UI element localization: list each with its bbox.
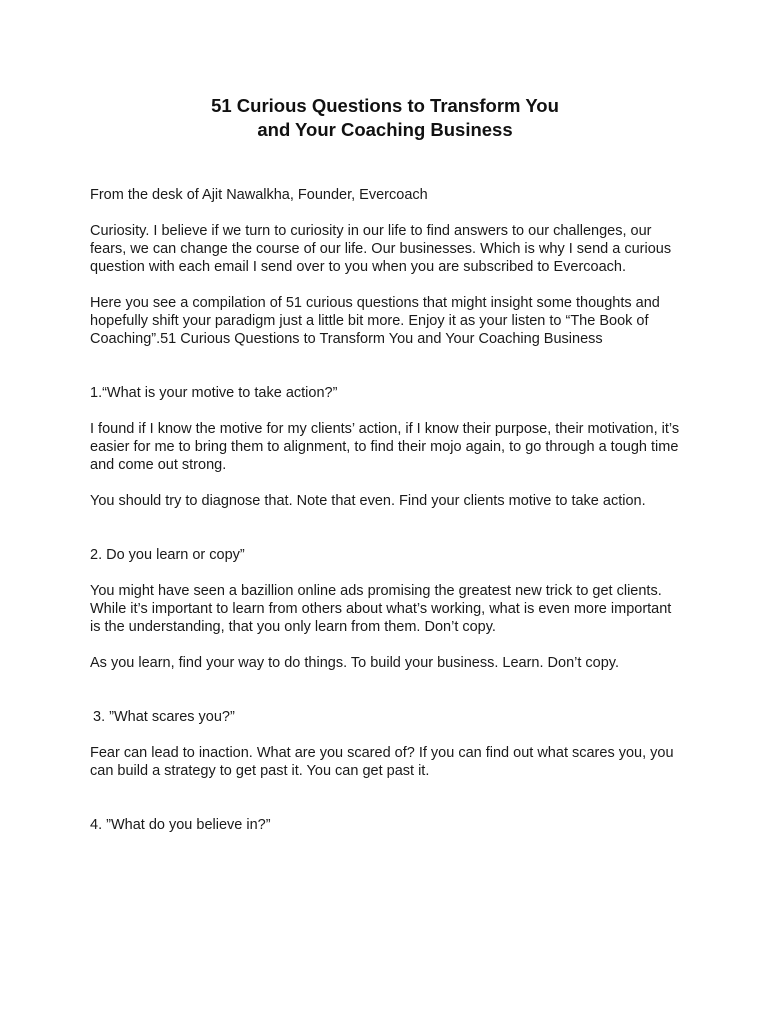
document-page — [90, 94, 680, 834]
title-line-1: 51 Curious Questions to Transform You — [211, 95, 559, 116]
question-1-heading: 1.“What is your motive to take action?” — [90, 385, 338, 401]
intro-paragraph-2: Here you see a compilation of 51 curious questions that might insight some thoughts and hopefully shift your paradigm just a little bit more. Enjoy it as your listen to “The Book of Coaching”.51 Curious Questions to Transform You and Your Coaching Business — [90, 295, 660, 347]
question-3-paragraph-1: Fear can lead to inaction. What are you scared of? If you can find out what scares you, you can build a strategy to get past it. You can get past it. — [90, 745, 674, 779]
question-2-paragraph-1: You might have seen a bazillion online ads promising the greatest new trick to get clients. While it’s important to learn from others about what’s working, what is even more important is the understanding, that you only learn from them. Don’t copy. — [90, 583, 672, 635]
question-3-heading: 3. ”What scares you?” — [93, 709, 235, 725]
intro-paragraph-1: Curiosity. I believe if we turn to curiosity in our life to find answers to our challenges, our fears, we can change the course of our life. Our businesses. Which is why I send a curious question with each email I send over to you when you are subscribed to Evercoach. — [90, 223, 672, 275]
question-1-paragraph-2: You should try to diagnose that. Note that even. Find your clients motive to take action. — [90, 493, 646, 509]
document-title — [90, 94, 680, 142]
question-4-heading: 4. ”What do you believe in?” — [90, 817, 271, 833]
question-1-paragraph-1: I found if I know the motive for my clients’ action, if I know their purpose, their motivation, it’s easier for me to bring them to alignment, to find their mojo again, to go through a tough time and come out strong. — [90, 421, 680, 473]
question-2-heading: 2. Do you learn or copy” — [90, 547, 245, 563]
question-2-paragraph-2: As you learn, find your way to do things. To build your business. Learn. Don’t copy. — [90, 655, 620, 671]
from-line: From the desk of Ajit Nawalkha, Founder, Evercoach — [90, 187, 428, 203]
title-line-2: and Your Coaching Business — [257, 119, 513, 140]
